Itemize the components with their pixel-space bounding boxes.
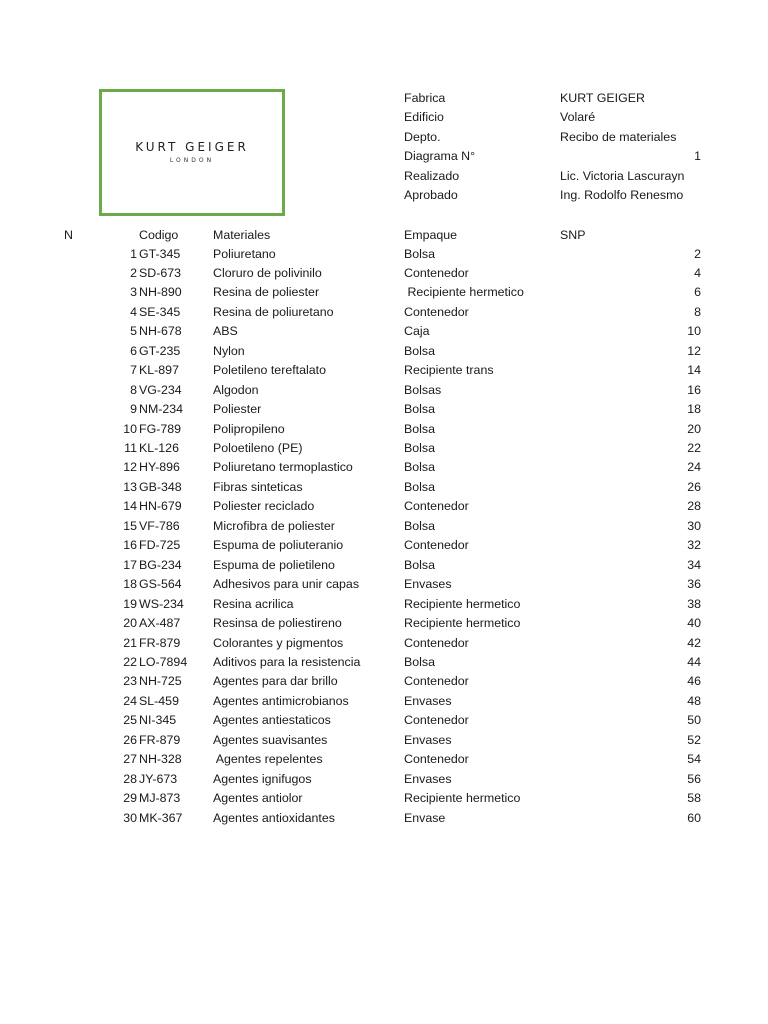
row-snp: 24 [687,460,701,475]
row-snp: 28 [687,499,701,514]
row-empaque: Bolsa [404,460,435,475]
table-row [0,789,768,809]
header-materiales: Materiales [213,228,271,242]
table-row [0,381,768,401]
row-number: 11 [124,441,137,455]
row-material: Agentes ignifugos [213,771,312,786]
row-snp: 6 [694,285,701,300]
row-number: 16 [123,538,137,553]
row-snp: 14 [687,363,701,378]
row-snp: 48 [687,693,701,708]
table-row [0,322,768,342]
table-row [0,809,768,829]
row-number: 3 [130,285,137,300]
row-number: 28 [123,771,137,786]
row-material: Resinsa de poliestireno [213,616,342,631]
row-snp: 10 [687,324,701,339]
row-empaque: Contenedor [404,304,469,319]
row-material: Poletileno tereftalato [213,363,326,378]
row-empaque: Caja [404,324,430,339]
row-empaque: Recipiente hermetico [404,285,524,300]
row-material: Resina de poliuretano [213,304,334,319]
row-codigo: SD-673 [139,265,182,280]
row-empaque: Bolsa [404,518,435,533]
row-number: 27 [123,752,137,767]
logo-brand: KURT GEIGER [135,140,249,154]
row-snp: 54 [687,752,701,767]
info-row-aprobado [0,186,768,205]
row-codigo: SL-459 [139,693,179,708]
row-material: Agentes antioxidantes [213,810,335,825]
table-row [0,420,768,440]
row-material: Agentes antiestaticos [213,713,331,728]
row-number: 20 [123,616,137,631]
row-empaque: Recipiente hermetico [404,791,521,806]
row-codigo: GS-564 [139,577,182,592]
row-snp: 50 [687,713,701,728]
row-codigo: WS-234 [139,596,184,611]
row-empaque: Contenedor [404,265,469,280]
row-codigo: GT-345 [139,246,181,261]
row-number: 10 [123,421,137,436]
info-row-realizado [0,167,768,186]
row-codigo: HN-679 [139,499,182,514]
info-row-diagrama [0,147,768,166]
row-empaque: Bolsa [404,343,435,358]
row-codigo: GT-235 [139,343,181,358]
table-row [0,672,768,692]
info-row-depto [0,128,768,147]
header-snp: SNP [560,228,586,242]
table-row [0,283,768,303]
row-material: Poliester reciclado [213,499,315,514]
row-snp: 20 [687,421,701,436]
row-empaque: Bolsa [404,441,435,455]
table-row [0,458,768,478]
row-number: 17 [123,557,137,572]
row-empaque: Recipiente trans [404,363,494,378]
row-material: Cloruro de polivinilo [213,265,322,280]
row-codigo: NH-678 [139,324,182,339]
row-empaque: Bolsas [404,382,442,397]
row-number: 30 [123,810,137,825]
row-codigo: VF-786 [139,518,180,533]
row-snp: 4 [694,265,701,280]
row-number: 25 [123,713,137,728]
table-row [0,575,768,595]
table-row [0,478,768,498]
row-snp: 30 [687,518,701,533]
row-empaque: Envases [404,771,452,786]
row-snp: 44 [687,654,701,669]
row-number: 22 [123,654,137,669]
header-empaque: Empaque [404,228,458,242]
table-row [0,770,768,790]
row-number: 4 [130,304,137,319]
header-n: N [64,228,73,242]
row-material: Fibras sinteticas [213,479,303,494]
row-codigo: FD-725 [139,538,181,553]
row-snp: 12 [687,343,701,358]
row-number: 6 [130,343,137,358]
table-row [0,264,768,284]
table-row [0,692,768,712]
row-codigo: HY-896 [139,460,180,475]
row-number: 1 [130,246,137,261]
info-value: Lic. Victoria Lascurayn [560,168,685,183]
row-empaque: Envases [404,693,452,708]
row-snp: 46 [687,674,701,689]
row-material: Adhesivos para unir capas [213,577,360,592]
row-number: 29 [123,791,137,806]
row-number: 12 [123,460,137,475]
table-row [0,400,768,420]
row-snp: 42 [687,635,701,650]
table-row [0,439,768,459]
row-codigo: KL-126 [139,441,179,455]
row-snp: 8 [694,304,701,319]
table-row [0,731,768,751]
row-empaque: Contenedor [404,752,469,767]
row-codigo: NI-345 [139,713,177,728]
row-material: Resina acrilica [213,596,294,611]
row-number: 9 [130,402,137,417]
row-snp: 40 [687,616,701,631]
row-material: Poliester [213,402,262,417]
row-snp: 18 [687,402,701,417]
row-snp: 60 [687,810,701,825]
row-empaque: Contenedor [404,713,469,728]
row-material: Resina de poliester [213,285,320,300]
table-row [0,303,768,323]
table-row [0,595,768,615]
row-codigo: VG-234 [139,382,182,397]
row-codigo: JY-673 [139,771,178,786]
table-row [0,361,768,381]
row-number: 15 [123,518,137,533]
row-number: 2 [130,265,137,280]
info-value: Volaré [560,110,596,124]
row-codigo: MJ-873 [139,791,181,806]
row-material: Poliuretano [213,246,276,261]
row-codigo: NH-725 [139,674,182,689]
row-empaque: Contenedor [404,674,469,689]
row-codigo: KL-897 [139,363,179,378]
row-empaque: Bolsa [404,557,435,572]
row-empaque: Recipiente hermetico [404,616,521,631]
row-material: Colorantes y pigmentos [213,635,344,650]
row-material: Nylon [213,343,245,358]
row-material: ABS [213,324,238,339]
row-number: 5 [130,324,137,339]
row-material: Espuma de poliuteranio [213,538,344,553]
row-empaque: Envase [404,810,446,825]
table-row [0,497,768,517]
row-number: 8 [130,382,137,397]
row-empaque: Recipiente hermetico [404,596,521,611]
row-empaque: Contenedor [404,635,469,650]
table-row [0,536,768,556]
info-label: Realizado [404,168,460,183]
logo-subtitle: LONDON [169,157,215,164]
row-codigo: MK-367 [139,810,183,825]
info-label: Aprobado [404,188,458,202]
row-number: 18 [123,577,137,592]
row-material: Agentes suavisantes [213,732,328,747]
row-snp: 58 [687,791,701,806]
table-row [0,750,768,770]
table-row [0,653,768,673]
row-snp: 34 [687,557,701,572]
row-codigo: FR-879 [139,635,181,650]
row-empaque: Envases [404,732,452,747]
table-row [0,614,768,634]
row-snp: 22 [687,441,701,455]
row-codigo: NH-328 [139,752,182,767]
info-label: Edificio [404,110,444,124]
row-snp: 32 [687,538,701,553]
row-empaque: Contenedor [404,499,469,514]
row-empaque: Bolsa [404,654,435,669]
info-value: KURT GEIGER [560,91,645,105]
row-material: Agentes repelentes [213,752,323,767]
info-value: Ing. Rodolfo Renesmo [560,188,684,202]
info-row-fabrica [0,89,768,108]
row-material: Agentes antiolor [213,791,303,806]
row-codigo: AX-487 [139,616,181,631]
row-material: Poliuretano termoplastico [213,460,353,475]
row-codigo: LO-7894 [139,654,188,669]
row-number: 7 [130,363,137,378]
row-codigo: FR-879 [139,732,181,747]
row-empaque: Bolsa [404,421,435,436]
row-snp: 36 [687,577,701,592]
table-row [0,517,768,537]
row-material: Aditivos para la resistencia [213,654,361,669]
row-material: Microfibra de poliester [213,518,335,533]
info-label: Depto. [404,129,441,144]
row-number: 24 [123,693,137,708]
row-empaque: Bolsa [404,246,435,261]
row-codigo: NH-890 [139,285,182,300]
row-material: Algodon [213,382,259,397]
row-number: 26 [123,732,137,747]
row-snp: 26 [687,479,701,494]
row-snp: 56 [687,771,701,786]
table-row [0,556,768,576]
table-row [0,711,768,731]
row-snp: 2 [694,246,701,261]
info-label: Diagrama N° [404,149,476,163]
row-material: Polipropileno [213,421,285,436]
table-row [0,245,768,265]
info-row-edificio [0,108,768,127]
row-material: Agentes para dar brillo [213,674,338,689]
row-number: 21 [123,635,137,650]
row-number: 14 [123,499,137,514]
row-codigo: GB-348 [139,479,182,494]
row-empaque: Bolsa [404,402,435,417]
row-number: 13 [123,479,137,494]
row-empaque: Envases [404,577,452,592]
table-row [0,634,768,654]
row-material: Agentes antimicrobianos [213,693,349,708]
row-empaque: Bolsa [404,479,435,494]
row-number: 19 [123,596,137,611]
row-codigo: NM-234 [139,402,184,417]
row-codigo: SE-345 [139,304,181,319]
row-material: Espuma de polietileno [213,557,335,572]
row-number: 23 [123,674,137,689]
row-codigo: FG-789 [139,421,182,436]
info-label: Fabrica [404,91,446,105]
info-value: Recibo de materiales [560,129,677,144]
table-row [0,342,768,362]
header-codigo: Codigo [139,228,179,242]
row-snp: 38 [687,596,701,611]
row-empaque: Contenedor [404,538,469,553]
row-material: Poloetileno (PE) [213,441,303,455]
row-snp: 52 [687,732,701,747]
row-codigo: BG-234 [139,557,182,572]
info-value: 1 [694,149,701,163]
row-snp: 16 [687,382,701,397]
